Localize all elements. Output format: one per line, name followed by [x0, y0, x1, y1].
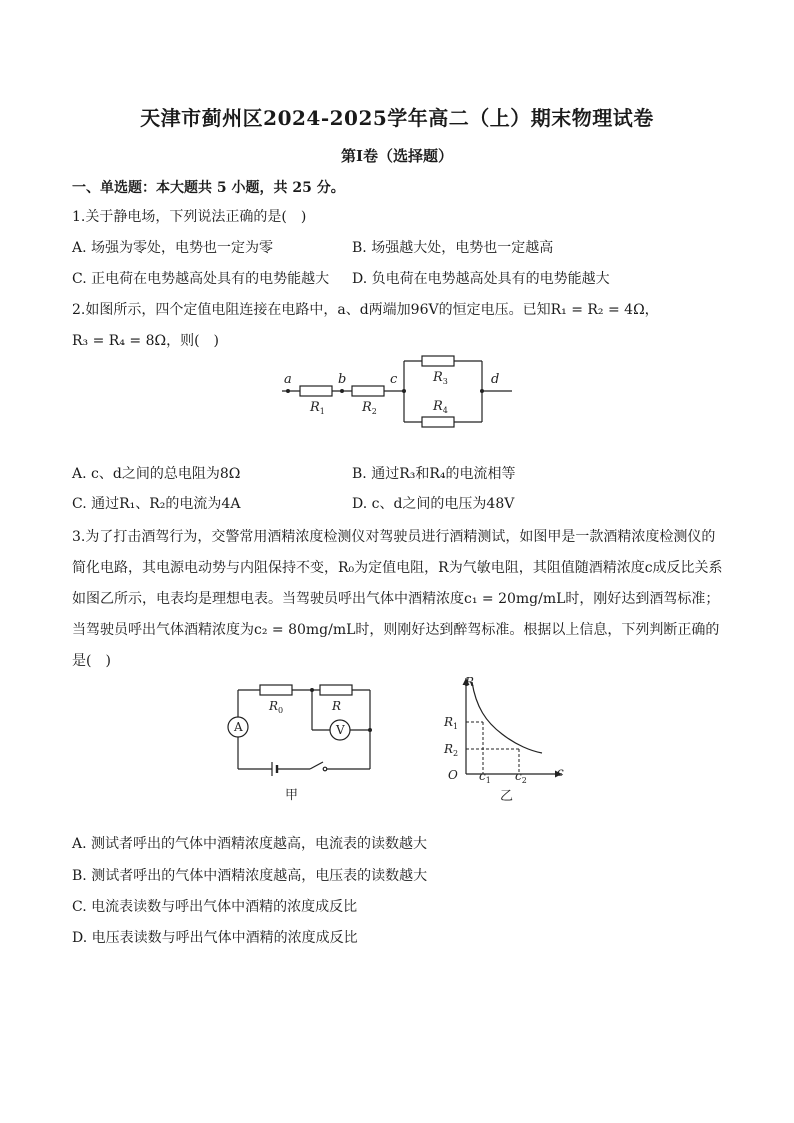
q3-stem-line2: 简化电路，其电源电动势与内阻保持不变，R₀为定值电阻，R为气敏电阻，其阻值随酒精浓度c成反比关系: [72, 560, 723, 576]
y-axis-label: R: [465, 675, 475, 689]
label-a: a: [284, 372, 292, 387]
node-b-dot: [340, 389, 344, 393]
label-r2: $R_2$: [362, 400, 377, 416]
q2-option-a: A. c、d之间的总电阻为8Ω: [72, 466, 241, 482]
x-axis-label: c: [557, 765, 564, 779]
resistor-r3: [422, 356, 454, 366]
tick-r2: $R_2$: [444, 742, 459, 758]
figure-caption-yi: 乙: [500, 789, 514, 804]
ammeter-label: A: [234, 720, 243, 734]
label-r: R: [332, 699, 342, 713]
single-choice-heading: 一、单选题：本大题共 5 小题，共 25 分。: [72, 180, 345, 196]
q3-graph-figure-yi: [436, 672, 576, 808]
label-r1: $R_1$: [310, 400, 325, 416]
q1-option-c: C. 正电荷在电势越高处具有的电势能越大: [72, 271, 330, 287]
switch-blade: [310, 762, 323, 769]
label-d: d: [491, 372, 500, 387]
origin-label: O: [448, 768, 458, 782]
q3-option-b: B. 测试者呼出的气体中酒精浓度越高，电压表的读数越大: [72, 868, 428, 884]
q3-option-c: C. 电流表读数与呼出气体中酒精的浓度成反比: [72, 899, 358, 915]
switch-contact: [323, 767, 327, 771]
node-a-dot: [286, 389, 290, 393]
voltmeter-label: V: [336, 723, 345, 737]
resistor-r: [320, 685, 352, 695]
q1-option-d: D. 负电荷在电势越高处具有的电势能越大: [352, 271, 610, 287]
label-b: b: [338, 372, 347, 387]
q3-stem-line3: 如图乙所示，电表均是理想电表。当驾驶员呼出气体中酒精浓度c₁ = 20mg/mL时，刚好达到酒驾标准；: [72, 591, 720, 607]
label-r3: $R_3$: [433, 370, 448, 386]
label-r0: $R_0$: [269, 699, 284, 715]
tick-r1: $R_1$: [444, 715, 459, 731]
resistor-r4: [422, 417, 454, 427]
q2-option-b: B. 通过R₃和R₄的电流相等: [352, 466, 516, 482]
resistor-r1: [300, 386, 332, 396]
figure-caption-jia: 甲: [285, 788, 299, 803]
q2-stem-line2: R₃ = R₄ = 8Ω，则( ): [72, 333, 220, 349]
q2-option-d: D. c、d之间的电压为48V: [352, 496, 515, 512]
exam-title: 天津市蓟州区2024-2025学年高二（上）期末物理试卷: [140, 106, 654, 130]
q3-stem-line4: 当驾驶员呼出气体酒精浓度为c₂ = 80mg/mL时，则刚好达到醉驾标准。根据以上信息，下列判断正确的: [72, 622, 720, 638]
node-c-dot: [402, 389, 406, 393]
q3-circuit-figure-jia: [222, 678, 382, 808]
q1-option-b: B. 场强越大处，电势也一定越高: [352, 240, 554, 256]
q2-stem-line1: 2.如图所示，四个定值电阻连接在电路中，a、d两端加96V的恒定电压。已知R₁ = R₂ = 4Ω，: [72, 302, 659, 318]
tick-c2: $c_2$: [515, 769, 527, 785]
q1-stem: 1.关于静电场，下列说法正确的是( ): [72, 209, 307, 225]
section-heading: 第I卷（选择题）: [340, 147, 454, 165]
q3-option-a: A. 测试者呼出的气体中酒精浓度越高，电流表的读数越大: [72, 836, 428, 852]
resistor-r0: [260, 685, 292, 695]
label-c: c: [390, 372, 398, 387]
label-r4: $R_4$: [433, 399, 448, 415]
resistor-r2: [352, 386, 384, 396]
q3-stem-line5: 是( ): [72, 653, 111, 669]
q3-stem-line1: 3.为了打击酒驾行为，交警常用酒精浓度检测仪对驾驶员进行酒精测试，如图甲是一款酒精浓度检测仪的: [72, 529, 716, 545]
q1-option-a: A. 场强为零处，电势也一定为零: [72, 240, 274, 256]
q2-circuit-diagram: [276, 350, 516, 435]
junction-dot-top: [310, 688, 314, 692]
junction-dot-right: [368, 728, 372, 732]
node-d-dot: [480, 389, 484, 393]
tick-c1: $c_1$: [479, 769, 491, 785]
q3-option-d: D. 电压表读数与呼出气体中酒精的浓度成反比: [72, 930, 358, 946]
q2-option-c: C. 通过R₁、R₂的电流为4A: [72, 496, 241, 512]
